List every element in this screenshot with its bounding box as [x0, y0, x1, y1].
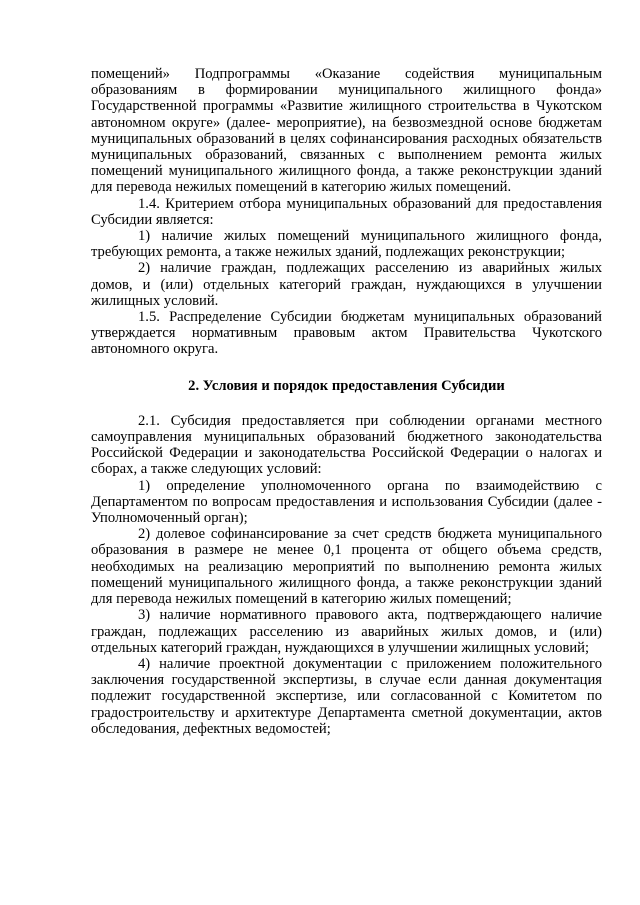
paragraph-1-4-item-2: 2) наличие граждан, подлежащих расселению из аварийных жилых домов, и (или) отдельных категорий граждан, нуждающихся в улучшении жилищных условий.: [91, 260, 602, 309]
paragraph-2-1-item-3: 3) наличие нормативного правового акта, подтверждающего наличие граждан, подлежащих расселению из аварийных жилых домов, и (или) отдельных категорий граждан, нуждающихся в улучшении жилищных условий;: [91, 607, 602, 656]
paragraph-2-1-item-4: 4) наличие проектной документации с приложением положительного заключения государственной экспертизы, в случае если данная документация подлежит государственной экспертизе, или согласованной с Комитетом по градостроительству и архитектуре Департамента сметной документации, актов обследования, дефектных ведомостей;: [91, 655, 602, 737]
document-page: [91, 66, 602, 737]
section-heading: 2. Условия и порядок предоставления Субсидии: [188, 377, 505, 394]
paragraph-1-3-continuation: помещений» Подпрограммы «Оказание содействия муниципальным образованиям в формировании муниципального жилищного фонда» Государственной программы «Развитие жилищного строительства в Чукотском автономном округе» (далее- мероприятие), на безвозмездной основе бюджетам муниципальных образований в целях софинансирования расходных обязательств муниципальных образований, связанных с выполнением ремонта жилых помещений муниципального жилищного фонда, а также реконструкции зданий для перевода нежилых помещений в категорию жилых помещений.: [91, 66, 602, 196]
paragraph-1-5: 1.5. Распределение Субсидии бюджетам муниципальных образований утверждается нормативным правовым актом Правительства Чукотского автономного округа.: [91, 309, 602, 358]
paragraph-2-1-item-2: 2) долевое софинансирование за счет средств бюджета муниципального образования в размере не менее 0,1 процента от общего объема средств, необходимых на реализацию мероприятий по выполнению ремонта жилых помещений муниципального жилищного фонда, а также реконструкции зданий для перевода нежилых помещений в категорию жилых помещений;: [91, 526, 602, 608]
paragraph-2-1: 2.1. Субсидия предоставляется при соблюдении органами местного самоуправления муниципальных образований бюджетного законодательства Российской Федерации и законодательства Российской Федерации о налогах и сборах, а также следующих условий:: [91, 412, 602, 478]
paragraph-1-4: 1.4. Критерием отбора муниципальных образований для предоставления Субсидии является:: [91, 195, 602, 228]
paragraph-2-1-item-1: 1) определение уполномоченного органа по взаимодействию с Департаментом по вопросам предоставления и использования Субсидии (далее - Уполномоченный орган);: [91, 477, 602, 527]
paragraph-1-4-item-1: 1) наличие жилых помещений муниципального жилищного фонда, требующих ремонта, а также нежилых зданий, подлежащих реконструкции;: [91, 228, 602, 261]
